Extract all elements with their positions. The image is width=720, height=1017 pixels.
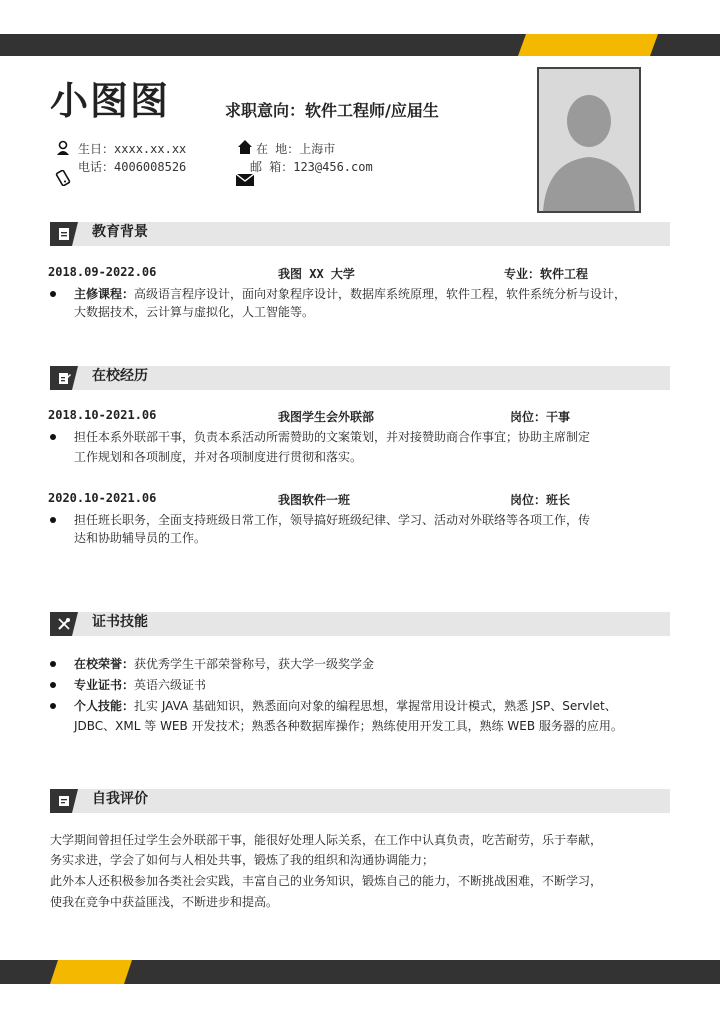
profile-photo [537, 67, 641, 213]
self-eval-title: 自我评价 [92, 791, 148, 807]
exp1-line-1: 担任本系外联部干事，负责本系活动所需赞助的文案策划，并对接赞助商合作事宜；协助主席制定 [74, 430, 591, 444]
location-field: 在 地：上海市 [256, 142, 336, 156]
exp1-date: 2018.10-2021.06 [48, 408, 157, 422]
email-field: 邮 箱：123@456.com [250, 160, 373, 174]
job-intent: 求职意向：软件工程师/应届生 [225, 101, 439, 120]
cert-line: 专业证书：英语六级证书 [74, 678, 207, 692]
mail-icon [236, 172, 254, 188]
bottom-bar-accent [50, 960, 132, 984]
home-icon [237, 139, 253, 155]
exp1-line-2: 工作规划和各项制度，并对各项制度进行贯彻和落实。 [74, 450, 363, 464]
exp2-org: 我图软件一班 [278, 493, 351, 507]
exp1-role: 岗位：干事 [510, 410, 571, 424]
self-eval-line-4: 使我在竞争中获益匪浅，不断进步和提高。 [50, 895, 279, 909]
personal-line-2: JDBC、XML 等 WEB 开发技术；熟悉各种数据库操作；熟练使用开发工具，熟练 WEB 服务器的应用。 [74, 719, 623, 733]
phone-field: 电话：4006008526 [78, 160, 187, 174]
bullet [50, 661, 56, 667]
exp2-line-2: 达和协助辅导员的工作。 [74, 531, 207, 545]
courses-line-1: 主修课程：高级语言程序设计，面向对象程序设计，数据库系统原理，软件工程，软件系统分析与设计， [74, 287, 627, 301]
doc-icon [57, 227, 71, 241]
phone-icon [55, 170, 71, 186]
avatar-silhouette-icon [539, 69, 639, 211]
courses-line-2: 大数据技术，云计算与虚拟化，人工智能等。 [74, 305, 315, 319]
bullet [50, 291, 56, 297]
self-eval-line-2: 务实求进，学会了如何与人相处共事，锻炼了我的组织和沟通协调能力； [50, 853, 435, 867]
bullet [50, 703, 56, 709]
exp2-line-1: 担任班长职务，全面支持班级日常工作，领导搞好班级纪律、学习、活动对外联络等各项工作，传 [74, 513, 591, 527]
exp2-date: 2020.10-2021.06 [48, 491, 157, 505]
notebook-icon [57, 371, 71, 385]
personal-line-1: 个人技能：扎实 JAVA 基础知识，熟悉面向对象的编程思想，掌握常用设计模式，熟悉 JSP、Servlet、 [74, 699, 617, 713]
exp1-org: 我图学生会外联部 [278, 410, 375, 424]
top-bar-accent [518, 34, 658, 56]
education-major: 专业：软件工程 [504, 267, 589, 281]
education-title: 教育背景 [92, 224, 148, 240]
self-eval-line-3: 此外本人还积极参加各类社会实践，丰富自己的业务知识，锻炼自己的能力，不断挑战困难，不断学习， [50, 874, 603, 888]
birth-field: 生日：xxxx.xx.xx [78, 142, 187, 156]
experience-title: 在校经历 [92, 368, 148, 384]
candidate-name: 小图图 [50, 79, 171, 123]
honor-line: 在校荣誉：获优秀学生干部荣誉称号，获大学一级奖学金 [74, 657, 375, 671]
person-icon [55, 140, 71, 156]
education-date: 2018.09-2022.06 [48, 265, 157, 279]
bullet [50, 682, 56, 688]
education-school: 我图 XX 大学 [278, 267, 355, 281]
bullet [50, 434, 56, 440]
skills-title: 证书技能 [92, 614, 148, 630]
self-eval-line-1: 大学期间曾担任过学生会外联部干事，能很好处理人际关系，在工作中认真负责，吃苦耐劳，乐于奉献， [50, 833, 603, 847]
exp2-role: 岗位：班长 [510, 493, 571, 507]
bullet [50, 517, 56, 523]
comment-icon [57, 794, 71, 808]
tools-icon [57, 617, 71, 631]
